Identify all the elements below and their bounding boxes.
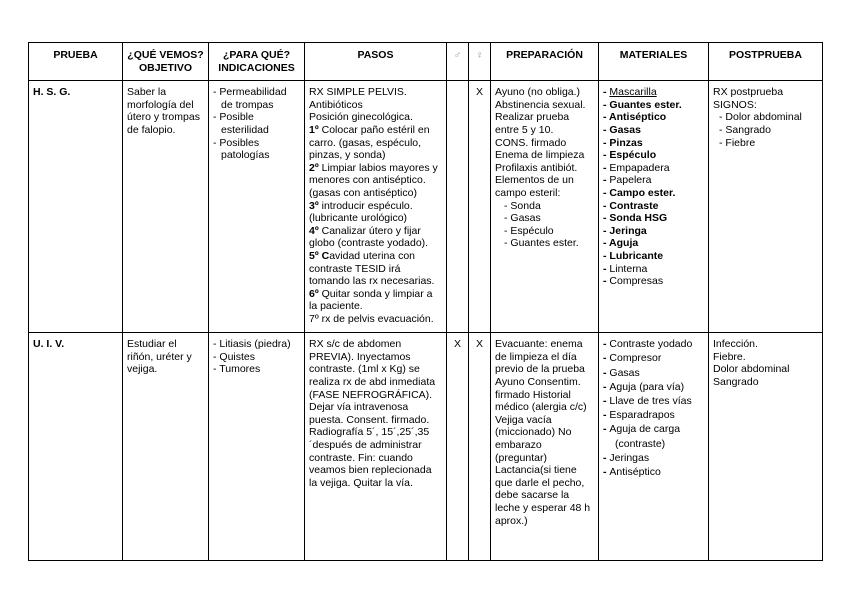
step-text: Colocar paño estéril en carro. (gasas, espéculo, pinzas, y sonda) <box>309 123 430 162</box>
pasos-step <box>309 200 442 225</box>
list-item: - Compresor <box>603 352 704 365</box>
prueba-cell: H. S. G. <box>29 81 123 333</box>
step-number: 1º <box>309 123 319 136</box>
indicaciones-cell <box>209 81 305 333</box>
list-item: - Compresas <box>603 275 704 288</box>
female-mark: X <box>469 81 491 333</box>
list-item: - Contraste <box>603 200 704 213</box>
header-materiales: MATERIALES <box>599 43 709 81</box>
list-item: - Sonda HSG <box>603 212 704 225</box>
objetivo-cell: Saber la morfología del útero y trompas de falopio. <box>123 81 209 333</box>
header-row <box>29 43 823 81</box>
pasos-step <box>309 124 442 162</box>
prueba-cell: U. I. V. <box>29 333 123 561</box>
list-item: - Campo ester. <box>603 187 704 200</box>
prep-line: Elementos de un campo esteril: <box>495 174 574 199</box>
material-text: Mascarilla <box>609 86 657 99</box>
list-item: - Quistes <box>213 351 300 364</box>
pasos-cell <box>305 81 447 333</box>
list-item: - Jeringa <box>603 225 704 238</box>
header-para-que: ¿PARA QUÉ? INDICACIONES <box>209 43 305 81</box>
list-item: - Pinzas <box>603 137 704 150</box>
male-mark <box>447 81 469 333</box>
post-line: Dolor abdominal <box>713 363 790 376</box>
list-item: - Posibles patologías <box>213 137 300 162</box>
pasos-step <box>309 225 442 250</box>
step-number: 4º <box>309 224 319 237</box>
prep-line: Abstinencia sexual. <box>495 98 586 111</box>
list-item: - Jeringas <box>603 452 704 465</box>
pasos-final: 7º rx de pelvis evacuación. <box>309 312 434 325</box>
post-line: Fiebre. <box>713 350 746 363</box>
list-item: - Esparadrapos <box>603 409 704 422</box>
header-que-vemos: ¿QUÉ VEMOS? OBJETIVO <box>123 43 209 81</box>
prep-line: Realizar prueba entre 5 y 10. <box>495 111 570 136</box>
header-pasos: PASOS <box>305 43 447 81</box>
pasos-cell: RX s/c de abdomen PREVIA). Inyectamos contraste. (1ml x Kg) se realiza rx de abd inmediata (FASE NEFROGRÁFICA). Dejar vía intravenosa puesta. Consent. firmado. Radiografía 5´, 15´,25´,35´después de administrar contraste. Fin: cuando veamos bien replecionada la vejiga. Quitar la vía. <box>305 333 447 561</box>
objetivo-cell: Estudiar el riñón, uréter y vejiga. <box>123 333 209 561</box>
list-item: - Contraste yodado <box>603 338 704 351</box>
list-item: - Llave de tres vías <box>603 395 704 408</box>
list-item: - Gasas <box>504 212 594 225</box>
header-postprueba: POSTPRUEBA <box>709 43 823 81</box>
list-item: - Posible esterilidad <box>213 111 300 136</box>
list-item: - Papelera <box>603 174 704 187</box>
list-item: - Dolor abdominal <box>719 111 818 124</box>
list-item: - Fiebre <box>719 137 818 150</box>
pasos-intro: Antibióticos <box>309 98 363 111</box>
list-item: - Empapadera <box>603 162 704 175</box>
step-number: 5º C <box>309 249 330 262</box>
list-item: - Sangrado <box>719 124 818 137</box>
postprueba-cell <box>709 81 823 333</box>
list-item: - Aguja (para vía) <box>603 381 704 394</box>
list-item: - Espéculo <box>504 225 594 238</box>
step-text: avidad uterina con contraste TESID irá tomando las rx necesarias. <box>309 249 435 288</box>
step-text: Quitar sonda y limpiar a la paciente. <box>309 287 433 313</box>
list-item: - Sonda <box>504 200 594 213</box>
post-line: RX postprueba <box>713 86 784 99</box>
post-line: Sangrado <box>713 375 759 388</box>
post-line: Infección. <box>713 338 758 351</box>
list-item <box>603 86 704 99</box>
preparacion-cell <box>491 81 599 333</box>
step-text: Limpiar labios mayores y menores con antiséptico. (gasas con antiséptico) <box>309 161 438 199</box>
list-item: - Aguja <box>603 237 704 250</box>
pasos-intro: Posición ginecológica. <box>309 111 413 124</box>
step-number: 6º <box>309 287 319 300</box>
female-mark: X <box>469 333 491 561</box>
list-item: - Aguja de carga <box>603 423 704 436</box>
pasos-step <box>309 162 442 200</box>
list-item: - Guantes ester. <box>504 237 594 250</box>
table-row-uiv <box>29 333 823 561</box>
list-item: - Permeabilidad de trompas <box>213 86 300 111</box>
post-line: SIGNOS: <box>713 98 757 111</box>
list-item: - Litiasis (piedra) <box>213 338 300 351</box>
header-prueba: PRUEBA <box>29 43 123 81</box>
prep-line: Profilaxis antibiót. <box>495 161 578 174</box>
materiales-cell <box>599 81 709 333</box>
indicaciones-cell <box>209 333 305 561</box>
prep-line: Ayuno (no obliga.) <box>495 86 581 99</box>
materiales-cell <box>599 333 709 561</box>
list-item: (contraste) <box>615 437 666 450</box>
male-symbol-icon: ♂ <box>447 43 469 81</box>
list-item: - Gasas <box>603 124 704 137</box>
list-item: - Guantes ester. <box>603 99 704 112</box>
list-item: - Tumores <box>213 363 300 376</box>
list-item: - Lubricante <box>603 250 704 263</box>
list-item: - Espéculo <box>603 149 704 162</box>
list-item: - Gasas <box>603 367 704 380</box>
header-preparacion: PREPARACIÓN <box>491 43 599 81</box>
step-number: 2º <box>309 161 319 174</box>
prep-line: Enema de limpieza <box>495 149 585 162</box>
table-row-hsg <box>29 81 823 333</box>
pasos-step <box>309 250 442 288</box>
female-symbol-icon: ♀ <box>469 43 491 81</box>
prep-line: CONS. firmado <box>495 136 567 149</box>
postprueba-cell <box>709 333 823 561</box>
pasos-intro: RX SIMPLE PELVIS. <box>309 86 407 99</box>
step-text: Canalizar útero y fijar globo (contraste yodado). <box>309 224 429 250</box>
medical-tests-table <box>28 42 823 561</box>
list-item: - Antiséptico <box>603 111 704 124</box>
step-number: 3º <box>309 199 319 212</box>
list-item: - Linterna <box>603 263 704 276</box>
list-item: - Antiséptico <box>603 466 704 479</box>
pasos-step <box>309 288 442 313</box>
male-mark: X <box>447 333 469 561</box>
step-text: introducir espéculo. (lubricante urológico) <box>309 199 413 225</box>
preparacion-cell: Evacuante: enema de limpieza el día previo de la prueba Ayuno Consentim. firmado Historial médico (alergia c/c) Vejiga vacía (miccionado) No embarazo (preguntar) Lactancia(si tiene que darle el pecho, debe sacarse la leche y esperar 48 h aprox.) <box>491 333 599 561</box>
